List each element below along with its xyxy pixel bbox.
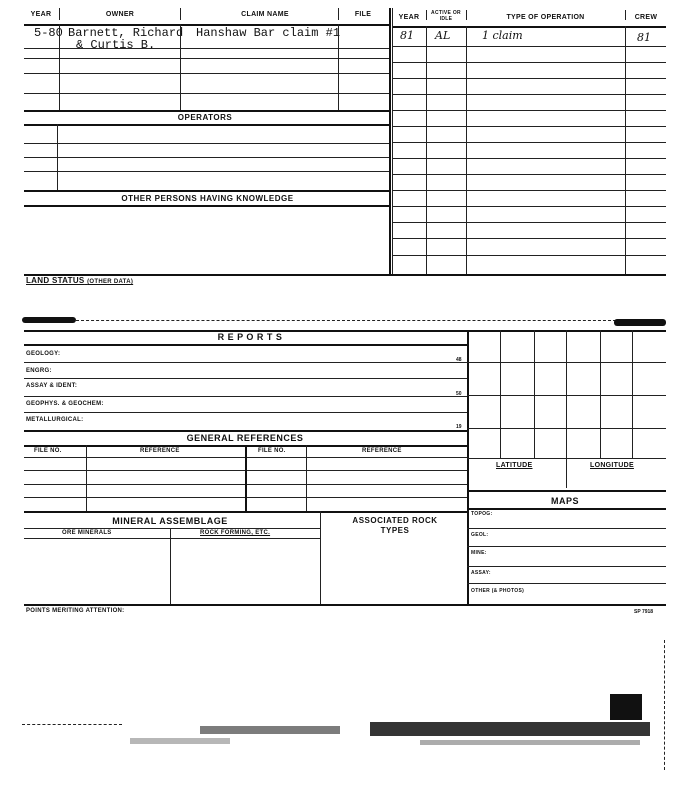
gr-reference-2: REFERENCE xyxy=(362,448,402,454)
entry-op-year: 81 xyxy=(400,29,414,42)
longitude-label: LONGITUDE xyxy=(590,462,634,469)
other-persons-heading: OTHER PERSONS HAVING KNOWLEDGE xyxy=(121,194,294,203)
report-num-geology: 48 xyxy=(456,357,462,363)
gr-file-no-1: FILE NO. xyxy=(34,448,62,454)
latitude-label: LATITUDE xyxy=(496,462,533,469)
col-header-file: FILE xyxy=(354,11,372,18)
entry-owner-line2: & Curtis B. xyxy=(76,38,156,52)
points-meriting-attention-label: POINTS MERITING ATTENTION: xyxy=(26,608,125,614)
rock-forming-label: ROCK FORMING, ETC. xyxy=(200,530,271,536)
entry-year: 5-80 xyxy=(34,26,63,40)
report-num-metallurgical: 19 xyxy=(456,424,462,430)
land-status-label xyxy=(26,276,133,285)
maps-geol: GEOL: xyxy=(471,532,489,538)
entry-owner-line1: Barnett, Richard xyxy=(68,26,184,40)
gr-file-no-2: FILE NO. xyxy=(258,448,286,454)
maps-assay: ASSAY: xyxy=(471,570,491,576)
form-number: SP 7918 xyxy=(634,609,654,615)
entry-op-status: AL xyxy=(435,29,451,42)
col-header-crew: CREW xyxy=(634,14,658,21)
col-header-type-of-operation: TYPE OF OPERATION xyxy=(506,14,585,21)
reports-heading: R E P O R T S xyxy=(217,332,283,342)
maps-heading: MAPS xyxy=(550,496,579,506)
report-engrg: ENGRG: xyxy=(26,368,52,374)
entry-op-type: 1 claim xyxy=(482,29,523,42)
maps-mine: MINE: xyxy=(471,550,487,556)
land-status-sub: (OTHER DATA) xyxy=(87,279,134,285)
col-header-year-2: YEAR xyxy=(398,14,420,21)
entry-crew: 81 xyxy=(637,31,651,44)
gr-reference-1: REFERENCE xyxy=(140,448,180,454)
col-header-active-idle: ACTIVE OR IDLE xyxy=(431,10,461,22)
mineral-assemblage-heading: MINERAL ASSEMBLAGE xyxy=(112,516,228,526)
col-header-claim-name: CLAIM NAME xyxy=(241,11,289,18)
report-metallurgical: METALLURGICAL: xyxy=(26,417,84,423)
maps-topog: TOPOG: xyxy=(471,511,493,517)
report-num-assay: 50 xyxy=(456,391,462,397)
col-header-owner: OWNER xyxy=(105,11,135,18)
maps-other: OTHER (& PHOTOS) xyxy=(471,588,525,594)
entry-claim-name: Hanshaw Bar claim #1 xyxy=(196,26,341,40)
general-references-heading: GENERAL REFERENCES xyxy=(186,433,304,443)
col-header-year: YEAR xyxy=(30,11,52,18)
ore-minerals-label: ORE MINERALS xyxy=(62,530,112,536)
report-assay: ASSAY & IDENT: xyxy=(26,383,78,389)
associated-rock-types-heading: ASSOCIATED ROCK TYPES xyxy=(352,516,438,535)
report-geophys: GEOPHYS. & GEOCHEM: xyxy=(26,401,104,407)
operators-heading: OPERATORS xyxy=(177,113,233,122)
land-status-title: LAND STATUS xyxy=(26,276,85,285)
report-geology: GEOLOGY: xyxy=(26,351,61,357)
